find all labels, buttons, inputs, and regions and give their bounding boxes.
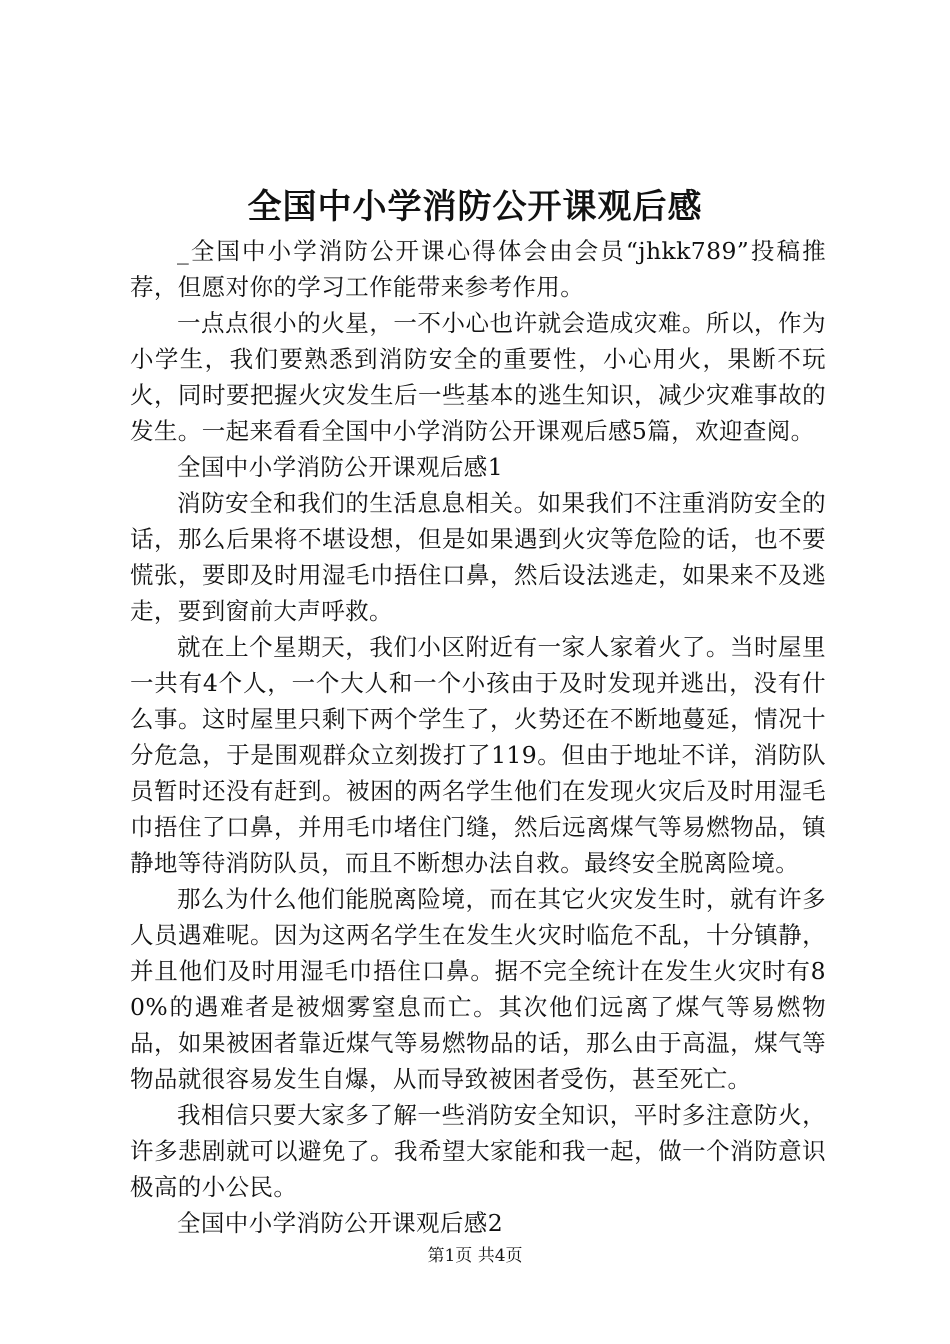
intro-paragraph: _全国中小学消防公开课心得体会由会员“jhkk789”投稿推荐，但愿对你的学习工作能带来参考作用。 bbox=[130, 237, 826, 301]
section-heading-2: 全国中小学消防公开课观后感2 bbox=[177, 1209, 504, 1237]
section-heading-1: 全国中小学消防公开课观后感1 bbox=[177, 453, 504, 481]
body-paragraph: 消防安全和我们的生活息息相关。如果我们不注重消防安全的话，那么后果将不堪设想，但是如果遇到火灾等危险的话，也不要慌张，要即及时用湿毛巾捂住口鼻，然后设法逃走，如果来不及逃走，要到窗前大声呼救。 bbox=[130, 489, 826, 625]
page-number-footer: 第1页 共4页 bbox=[427, 1246, 523, 1266]
document-body bbox=[130, 233, 826, 1241]
summary-paragraph: 一点点很小的火星，一不小心也许就会造成灾难。所以，作为小学生，我们要熟悉到消防安全的重要性，小心用火，果断不玩火，同时要把握火灾发生后一些基本的逃生知识，减少灾难事故的发生。一起来看看全国中小学消防公开课观后感5篇，欢迎查阅。 bbox=[130, 309, 826, 445]
document-title: 全国中小学消防公开课观后感 bbox=[247, 187, 703, 227]
body-paragraph: 我相信只要大家多了解一些消防安全知识，平时多注意防火，许多悲剧就可以避免了。我希望大家能和我一起，做一个消防意识极高的小公民。 bbox=[130, 1101, 826, 1201]
body-paragraph: 就在上个星期天，我们小区附近有一家人家着火了。当时屋里一共有4个人，一个大人和一个小孩由于及时发现并逃出，没有什么事。这时屋里只剩下两个学生了，火势还在不断地蔓延，情况十分危急，于是围观群众立刻拨打了119。但由于地址不详，消防队员暂时还没有赶到。被困的两名学生他们在发现火灾后及时用湿毛巾捂住了口鼻，并用毛巾堵住门缝，然后远离煤气等易燃物品，镇静地等待消防队员，而且不断想办法自救。最终安全脱离险境。 bbox=[130, 633, 826, 877]
body-paragraph: 那么为什么他们能脱离险境，而在其它火灾发生时，就有许多人员遇难呢。因为这两名学生在发生火灾时临危不乱，十分镇静，并且他们及时用湿毛巾捂住口鼻。据不完全统计在发生火灾时有80%的遇难者是被烟雾窒息而亡。其次他们远离了煤气等易燃物品，如果被困者靠近煤气等易燃物品的话，那么由于高温，煤气等物品就很容易发生自爆，从而导致被困者受伤，甚至死亡。 bbox=[130, 885, 826, 1093]
